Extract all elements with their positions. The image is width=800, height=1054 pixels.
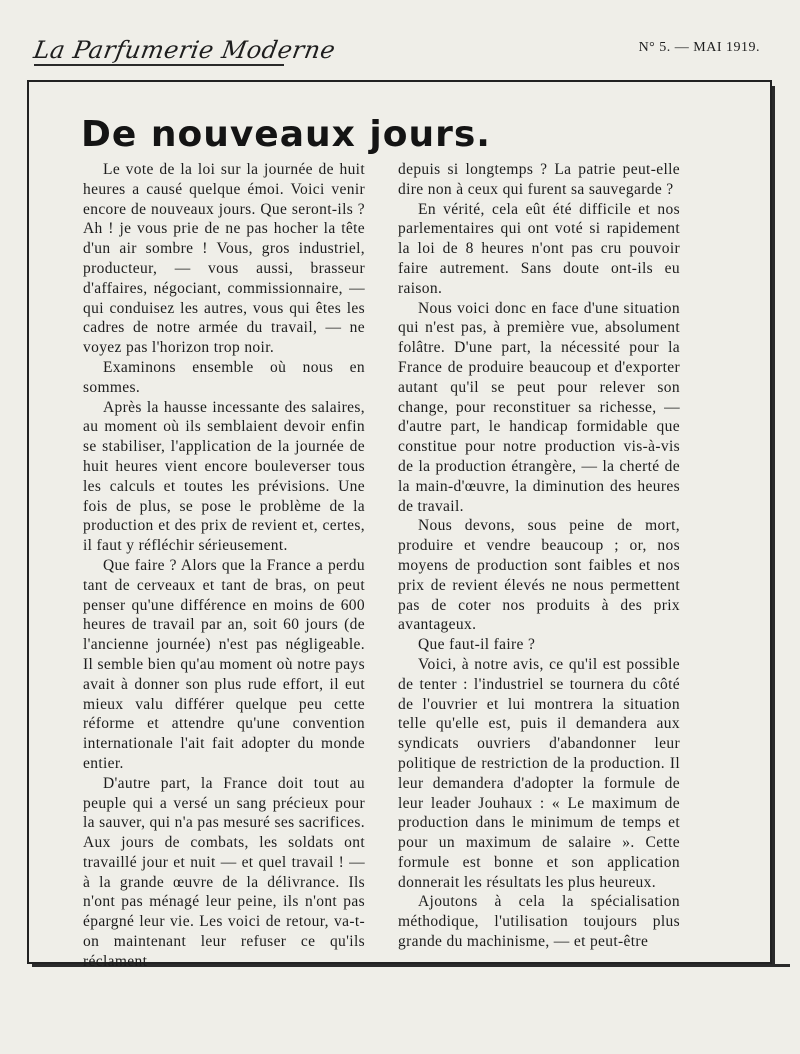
paragraph: depuis si longtemps ? La patrie peut-elle dire non à ceux qui furent sa sauvegarde ? xyxy=(398,161,680,198)
paragraph: Examinons ensemble où nous en sommes. xyxy=(83,358,365,396)
paragraph: Nous devons, sous peine de mort, produire et vendre beaucoup ; or, nos moyens de production sont faibles et nos prix de revient élevés ne nous permettent pas de coter nos produits à des prix avantageux. xyxy=(398,517,680,634)
masthead-underline xyxy=(34,64,284,66)
paragraph: En vérité, cela eût été difficile et nos parlementaires qui ont voté si rapidement la loi de 8 heures n'ont pas cru pouvoir faire autrement. Sans doute ont-ils eu raison. xyxy=(398,200,680,297)
frame-right-rule xyxy=(772,86,775,967)
paragraph: Que faire ? Alors que la France a perdu tant de cerveaux et tant de bras, on peut penser qu'une différence en moins de 600 heures de travail par an, soit 60 jours (de l'ancienne journée) n'est pas négligeable. Il semble bien qu'au moment où notre pays avait à donner son plus rude effort, il eut mieux valu différer quelque peu cette réforme et attendre qu'une convention internationale l'ait fait adopter du monde entier. xyxy=(83,556,365,772)
magazine-title: La Parfumerie Moderne xyxy=(31,36,338,64)
masthead xyxy=(31,36,774,72)
paragraph: Ajoutons à cela la spécialisation méthodique, l'utilisation toujours plus grande du machinisme, — et peut-être xyxy=(398,893,680,951)
paragraph: Que faut-il faire ? xyxy=(418,636,536,654)
article-title: De nouveaux jours. xyxy=(81,114,491,155)
paragraph: Nous voici donc en face d'une situation qui n'est pas, à première vue, absolument folâtre. D'une part, la nécessité pour la France de produire beaucoup et d'exporter autant qu'il se peut pour relever son change, pour reconstituer sa richesse, — d'autre part, le handicap formidable que constitue pour notre production vis-à-vis de la production étrangère, — la cherté de la main-d'œuvre, la diminution des heures de travail. xyxy=(398,299,680,515)
issue-number: N° 5. — MAI 1919. xyxy=(638,40,760,55)
paragraph: D'autre part, la France doit tout au peuple qui a versé un sang précieux pour la sauver, qui n'a pas mesuré ses sacrifices. Aux jours de combats, les soldats ont travaillé jour et nuit — et quel travail ! — à la grande œuvre de la délivrance. Ils n'ont pas ménagé leur peine, ils n'ont pas épargné leur vie. Les voici de retour, va-t-on maintenant leur refuser ce qu'ils réclament xyxy=(83,774,365,970)
left-column xyxy=(83,160,365,972)
paragraph: Le vote de la loi sur la journée de huit heures a causé quelque émoi. Voici venir encore de nouveaux jours. Que seront-ils ? Ah ! je vous prie de ne pas hocher la tête d'un air sombre ! Vous, gros industriel, producteur, — vous aussi, brasseur d'affaires, négociant, commissionnaire, — qui conduisez les autres, vous qui êtes les cadres de notre armée du travail, — ne voyez pas l'horizon trop noir. xyxy=(83,161,365,357)
right-column xyxy=(398,160,680,952)
paragraph: Voici, à notre avis, ce qu'il est possible de tenter : l'industriel se tournera du côté de l'ouvrier et lui montrera la situation telle qu'elle est, puis il demandera aux syndicats ouvriers d'abandonner leur politique de restriction de la production. Il leur demandera d'adopter la formule de leur leader Jouhaux : « Le maximum de production dans le minimum de temps et pour un maximum de salaire ». Cette formule est bonne et son application donnerait les résultats les plus heureux. xyxy=(398,655,680,891)
paragraph: Après la hausse incessante des salaires, au moment où ils semblaient devoir enfin se stabiliser, l'application de la journée de huit heures vient encore bouleverser tous les calculs et toutes les prévisions. Une fois de plus, se pose le problème de la production et des prix de revient et, certes, il faut y réfléchir sérieusement. xyxy=(83,398,365,555)
